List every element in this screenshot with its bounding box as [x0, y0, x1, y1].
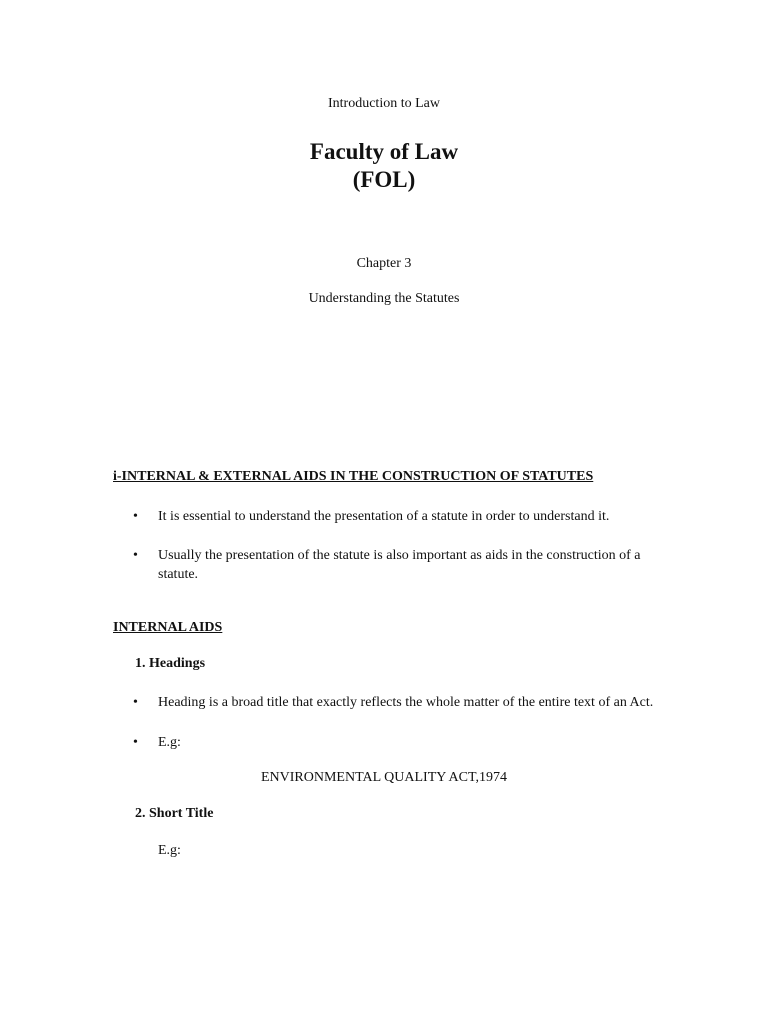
bullet-icon: • — [133, 548, 138, 563]
list-item — [133, 507, 673, 526]
bullet-icon: • — [133, 735, 138, 750]
section-heading: i-INTERNAL & EXTERNAL AIDS IN THE CONSTRUCTION OF STATUTES — [113, 469, 594, 484]
list-item — [133, 546, 673, 584]
chapter-title: Understanding the Statutes — [308, 291, 460, 306]
chapter-label: Chapter 3 — [356, 256, 412, 271]
course-title: Introduction to Law — [328, 96, 440, 107]
list-item — [133, 693, 673, 712]
list-item-text: Heading is a broad title that exactly reflects the whole matter of the entire text of an Act. — [158, 695, 654, 710]
internal-aids-heading: INTERNAL AIDS — [113, 620, 223, 635]
list-item — [133, 733, 673, 752]
bullet-icon: • — [133, 509, 138, 524]
list-item-text: It is essential to understand the presentation of a statute in order to understand it. — [158, 509, 610, 524]
faculty-abbreviation: (FOL) — [352, 167, 416, 192]
bullet-icon: • — [133, 695, 138, 710]
example-label: E.g: — [158, 843, 181, 858]
subsection-title-short-title: 2. Short Title — [135, 806, 214, 821]
subsection-title-headings: 1. Headings — [135, 656, 206, 671]
faculty-title: Faculty of Law — [309, 139, 459, 164]
list-item-text: Usually the presentation of the statute is also important as aids in the construction of a statute. — [158, 548, 641, 582]
list-item-text: E.g: — [158, 735, 181, 750]
example-act-name: ENVIRONMENTAL QUALITY ACT,1974 — [260, 770, 508, 785]
